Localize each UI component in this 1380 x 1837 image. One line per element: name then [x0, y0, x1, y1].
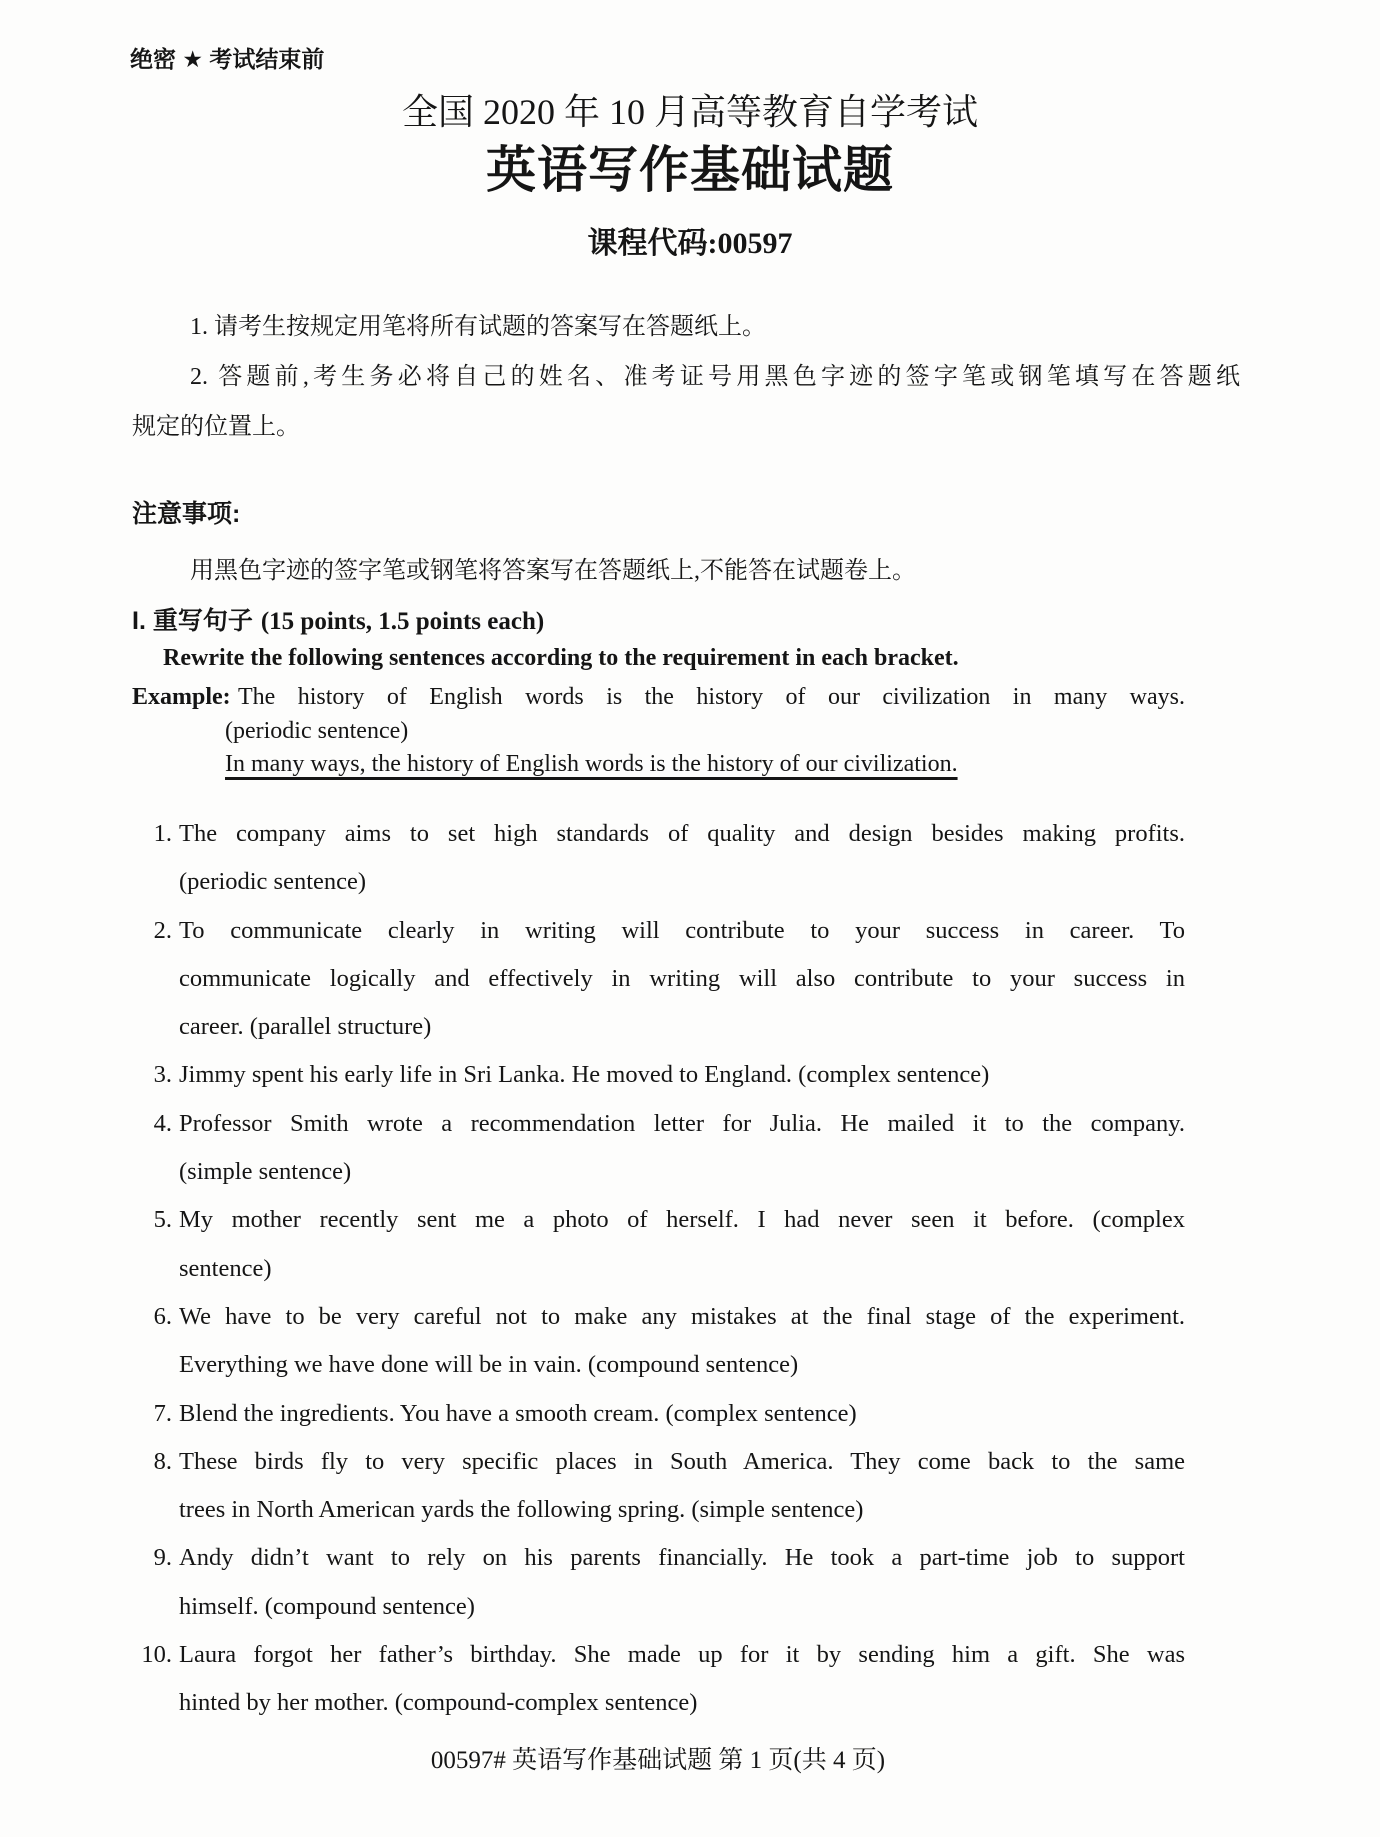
text-line: Andy didn’t want to rely on his parents financially. He took a part-time job to support	[179, 1544, 1185, 1572]
item-text	[179, 1390, 1185, 1438]
text-line: hinted by her mother. (compound-complex sentence)	[179, 1689, 698, 1717]
text-line: sentence)	[179, 1254, 272, 1282]
text-line: (simple sentence)	[179, 1158, 352, 1186]
rewrite-item	[132, 810, 1185, 907]
text-line: (periodic sentence)	[179, 868, 367, 896]
exam-session-title: 全国 2020 年 10 月高等教育自学考试	[401, 92, 978, 132]
example-text-line: The history of English words is the history of our civilization in many ways.	[238, 684, 1185, 710]
item-text	[179, 1293, 1185, 1390]
item-number: 6.	[153, 1302, 172, 1330]
item-number: 7.	[153, 1399, 172, 1427]
text-line: The company aims to set high standards of quality and design besides making profits.	[179, 820, 1185, 847]
rewrite-item	[132, 907, 1185, 1052]
text-line: himself. (compound sentence)	[179, 1592, 475, 1620]
item-number: 2.	[153, 916, 172, 944]
text-line: Blend the ingredients. You have a smooth cream. (complex sentence)	[179, 1399, 857, 1427]
section-1-points: (15 points, 1.5 points each)	[260, 608, 545, 635]
item-text	[179, 810, 1185, 907]
item-number: 9.	[153, 1544, 172, 1572]
item-text	[179, 1100, 1185, 1197]
notes-body	[132, 546, 1240, 596]
text-line: communicate logically and effectively in writing will also contribute to your success in	[179, 964, 1185, 992]
text-line: 2. 答题前,考生务必将自己的姓名、准考证号用黑色字迹的签字笔或钢笔填写在答题纸	[190, 364, 1240, 390]
text-line: 规定的位置上。	[132, 414, 300, 440]
rewrite-item	[132, 1293, 1185, 1390]
text-line: We have to be very careful not to make any mistakes at the final stage of the experiment.	[179, 1302, 1185, 1330]
text-line: 1. 请考生按规定用笔将所有试题的答案写在答题纸上。	[190, 314, 766, 340]
section-1-heading	[132, 604, 544, 639]
example-block	[225, 681, 1185, 782]
example-label: Example:	[132, 684, 231, 710]
rewrite-item	[132, 1438, 1185, 1535]
item-text	[179, 1438, 1185, 1535]
rewrite-item	[132, 1631, 1185, 1728]
general-instructions	[132, 302, 1240, 452]
example-text-line: (periodic sentence)	[225, 717, 409, 744]
text-line: These birds fly to very specific places in South America. They come back to the same	[179, 1447, 1185, 1475]
rewrite-item	[132, 1196, 1185, 1293]
rewrite-item	[132, 1100, 1185, 1197]
item-text	[179, 1631, 1185, 1728]
text-line: 用黑色字迹的签字笔或钢笔将答案写在答题纸上,不能答在试题卷上。	[190, 558, 916, 584]
notes-heading: 注意事项:	[132, 500, 241, 528]
item-text	[179, 1051, 1185, 1099]
text-line: Jimmy spent his early life in Sri Lanka. He moved to England. (complex sentence)	[179, 1061, 990, 1089]
rewrite-item	[132, 1534, 1185, 1631]
item-number: 8.	[153, 1447, 172, 1475]
notes-paragraph	[132, 546, 1240, 596]
text-line: My mother recently sent me a photo of herself. I had never seen it before. (complex	[179, 1206, 1185, 1234]
item-number: 3.	[153, 1061, 172, 1089]
rewrite-item	[132, 1390, 1185, 1438]
instruction-paragraph	[132, 352, 1240, 452]
paper-title: 英语写作基础试题	[486, 142, 894, 198]
item-text	[179, 1196, 1185, 1293]
text-line: Everything we have done will be in vain. (compound sentence)	[179, 1351, 799, 1379]
page-footer: 00597# 英语写作基础试题 第 1 页(共 4 页)	[430, 1747, 886, 1774]
item-text	[179, 1534, 1185, 1631]
text-line: To communicate clearly in writing will contribute to your success in career. To	[179, 916, 1185, 944]
item-text	[179, 907, 1185, 1052]
text-line: Laura forgot her father’s birthday. She made up for it by sending him a gift. She was	[179, 1641, 1185, 1669]
section-1-heading-zh: I. 重写句子	[132, 607, 253, 635]
instruction-paragraph	[132, 302, 1240, 352]
item-number: 5.	[153, 1206, 172, 1234]
example-answer-line: In many ways, the history of English words is the history of our civilization.	[225, 751, 958, 777]
item-number: 10.	[141, 1641, 172, 1669]
section-1-instruction: Rewrite the following sentences according to the requirement in each bracket.	[163, 645, 959, 671]
rewrite-sentence-list	[132, 810, 1185, 1728]
rewrite-item	[132, 1051, 1185, 1099]
text-line: career. (parallel structure)	[179, 1013, 432, 1041]
course-code: 课程代码:00597	[587, 227, 793, 260]
item-number: 4.	[153, 1109, 172, 1137]
security-classification: 绝密 ★ 考试结束前	[130, 46, 325, 72]
text-line: Professor Smith wrote a recommendation letter for Julia. He mailed it to the company.	[179, 1109, 1185, 1137]
text-line: trees in North American yards the following spring. (simple sentence)	[179, 1496, 864, 1524]
item-number: 1.	[153, 820, 172, 847]
